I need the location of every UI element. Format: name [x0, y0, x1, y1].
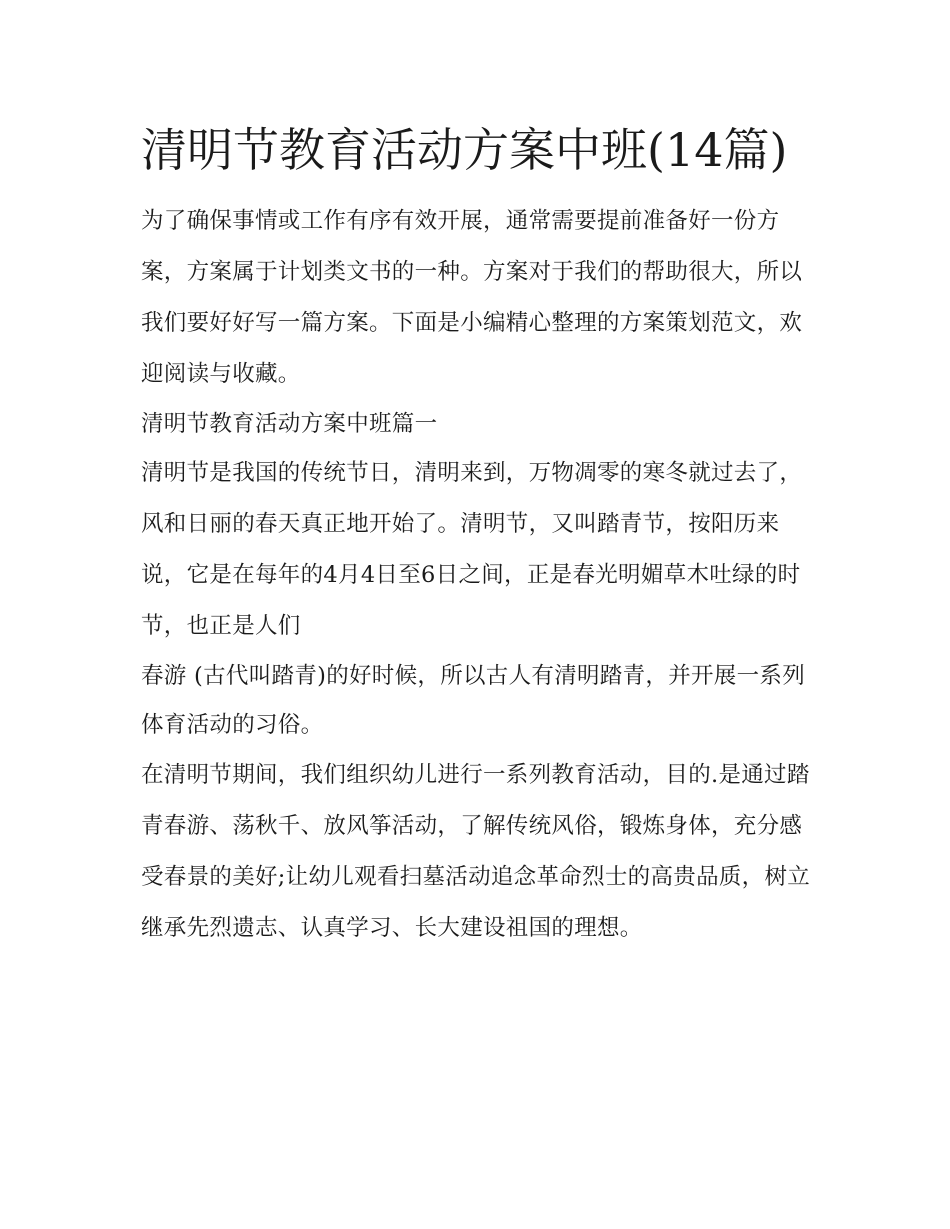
- section-heading: 清明节教育活动方案中班篇一: [141, 411, 438, 437]
- document-page: [141, 110, 813, 954]
- body-paragraph-3: 在清明节期间，我们组织幼儿进行一系列教育活动，目的.是通过踏青春游、荡秋千、放风筝活动，了解传统风俗，锻炼身体，充分感受春景的美好;让幼儿观看扫墓活动追念革命烈士的高贵品质，树立继承先烈遗志、认真学习、长大建设祖国的理想。: [141, 762, 811, 941]
- body-paragraph-2: 春游 (古代叫踏青)的好时候，所以古人有清明踏青，并开展一系列体育活动的习俗。: [141, 663, 806, 738]
- document-title: 清明节教育活动方案中班(14篇): [141, 123, 788, 177]
- body-paragraph-1: 清明节是我国的传统节日，清明来到，万物凋零的寒冬就过去了，风和日丽的春天真正地开始了。清明节，又叫踏青节，按阳历来说，它是在每年的4月4日至6日之间，正是春光明媚草木吐绿的时节，也正是人们: [141, 460, 803, 639]
- intro-paragraph: 为了确保事情或工作有序有效开展，通常需要提前准备好一份方案，方案属于计划类文书的一种。方案对于我们的帮助很大，所以我们要好好写一篇方案。下面是小编精心整理的方案策划范文，欢迎阅读与收藏。: [141, 208, 803, 387]
